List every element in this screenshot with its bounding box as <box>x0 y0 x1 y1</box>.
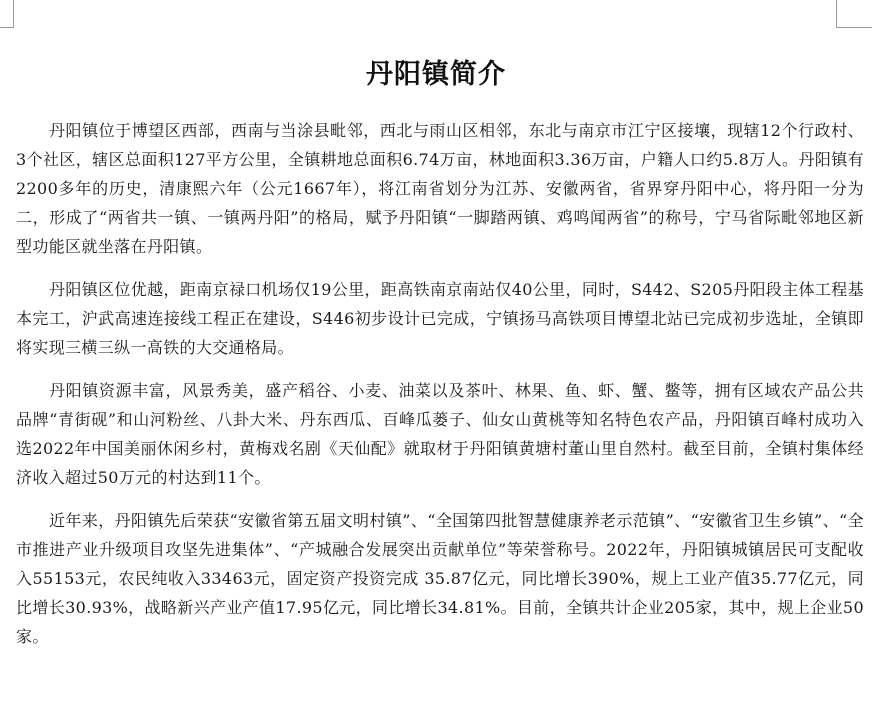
crop-mark-top-right-vertical <box>836 0 837 28</box>
document-body <box>16 116 864 665</box>
paragraph-location: 丹阳镇区位优越，距南京禄口机场仅19公里，距高铁南京南站仅40公里，同时，S442、S205丹阳段主体工程基本完工，沪武高速连接线工程正在建设，S446初步设计已完成，宁镇扬马高铁项目博望北站已完成初步选址，全镇即将实现三横三纵一高铁的大交通格局。 <box>16 280 864 357</box>
document-title: 丹阳镇简介 <box>366 59 506 90</box>
crop-mark-top-left-vertical <box>13 0 14 28</box>
crop-mark-top-left-horizontal <box>0 27 14 28</box>
paragraph-honors: 近年来，丹阳镇先后荣获“安徽省第五届文明村镇”、“全国第四批智慧健康养老示范镇”、“安徽省卫生乡镇”、“全市推进产业升级项目攻坚先进集体”、“产城融合发展突出贡献单位”等荣誉称号。2022年，丹阳镇城镇居民可支配收入55153元，农民纯收入33463元，固定资产投资完成 35.87亿元，同比增长390%，规上工业产值35.77亿元，同比增长30.93%，战略新兴产业产值17.95亿元，同比增长34.81%。目前，全镇共计企业205家，其中，规上企业50家。 <box>16 511 864 646</box>
paragraph-overview: 丹阳镇位于博望区西部，西南与当涂县毗邻，西北与雨山区相邻，东北与南京市江宁区接壤，现辖12个行政村、3个社区，辖区总面积127平方公里，全镇耕地总面积6.74万亩，林地面积3.36万亩，户籍人口约5.8万人。丹阳镇有2200多年的历史，清康熙六年（公元1667年），将江南省划分为江苏、安徽两省，省界穿丹阳中心，将丹阳一分为二，形成了“两省共一镇、一镇两丹阳”的格局，赋予丹阳镇“一脚踏两镇、鸡鸣闻两省”的称号，宁马省际毗邻地区新型功能区就坐落在丹阳镇。 <box>16 121 864 256</box>
paragraph-resources: 丹阳镇资源丰富，风景秀美，盛产稻谷、小麦、油菜以及茶叶、林果、鱼、虾、蟹、鳖等，拥有区域农产品公共品牌“青街砚”和山河粉丝、八卦大米、丹东西瓜、百峰瓜蒌子、仙女山黄桃等知名特色农产品，丹阳镇百峰村成功入选2022年中国美丽休闲乡村，黄梅戏名剧《天仙配》就取材于丹阳镇黄塘村董山里自然村。截至目前，全镇村集体经济收入超过50万元的村达到11个。 <box>16 381 864 487</box>
crop-mark-top-right-horizontal <box>836 27 872 28</box>
